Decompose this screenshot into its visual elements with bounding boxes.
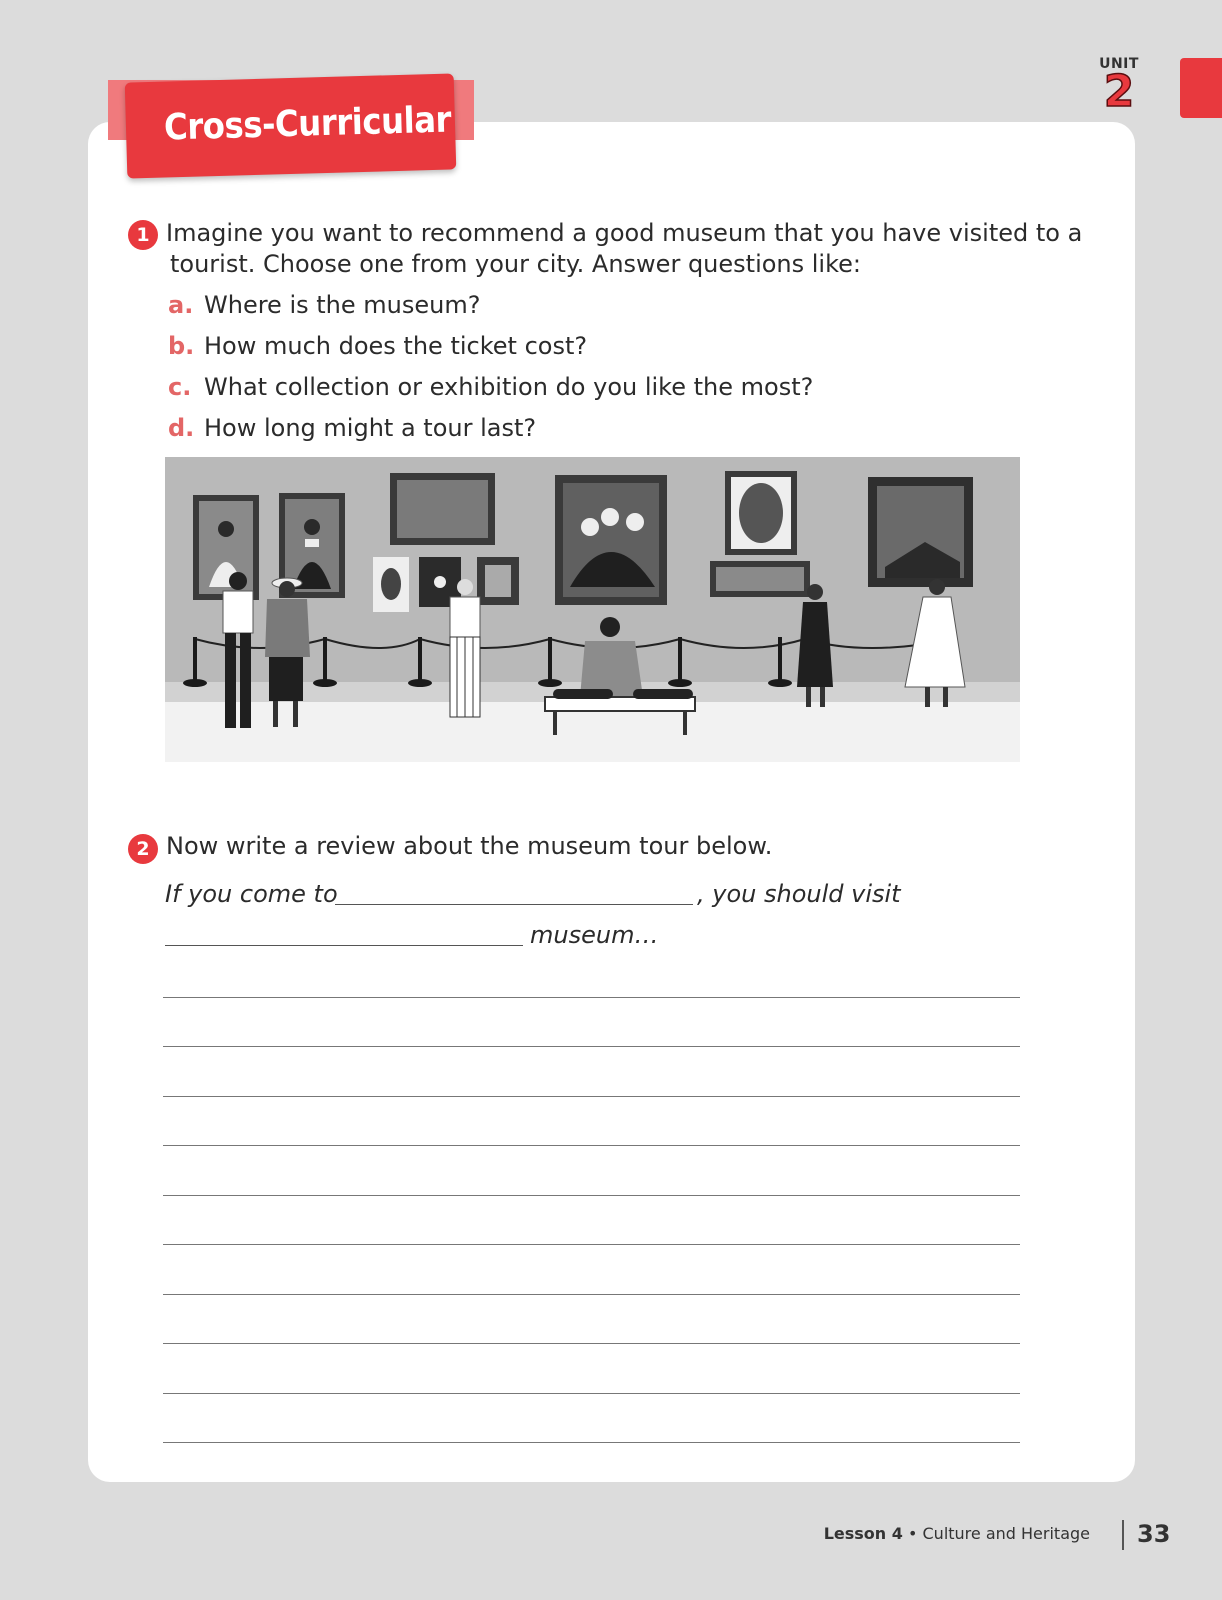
page-number: 33 (1137, 1520, 1171, 1548)
portrait-painting-1 (193, 495, 259, 600)
question-b (168, 332, 587, 360)
small-painting-1 (373, 557, 409, 612)
question-letter: d. (168, 414, 195, 442)
sentence-end: museum… (530, 921, 659, 949)
unit-tab (1180, 58, 1222, 118)
question-letter: b. (168, 332, 195, 360)
footer-separator (1122, 1520, 1124, 1550)
question-c (168, 373, 813, 401)
question-text: How much does the ticket cost? (204, 332, 588, 360)
page-footer (824, 1524, 1090, 1543)
writing-line[interactable] (163, 1442, 1020, 1443)
unit-marker (1094, 56, 1144, 117)
question-a (168, 291, 480, 319)
exercise-2-prompt: Now write a review about the museum tour below. (166, 832, 773, 860)
footer-bullet: • (902, 1524, 923, 1543)
writing-line[interactable] (163, 997, 1020, 998)
footer-topic: Culture and Heritage (922, 1524, 1090, 1543)
landscape-painting-1 (390, 473, 495, 545)
group-portrait-painting (555, 475, 667, 605)
writing-line[interactable] (163, 1244, 1020, 1245)
question-text: What collection or exhibition do you like the most? (204, 373, 814, 401)
question-letter: a. (168, 291, 194, 319)
question-text: Where is the museum? (204, 291, 481, 319)
oval-painting (725, 471, 797, 555)
question-d (168, 414, 536, 442)
footer-lesson: Lesson 4 (823, 1524, 903, 1543)
section-banner (125, 73, 457, 178)
section-title: Cross-Curricular (163, 99, 452, 149)
exercise-1-badge: 1 (128, 220, 158, 250)
writing-line[interactable] (163, 1096, 1020, 1097)
writing-line[interactable] (163, 1343, 1020, 1344)
question-letter: c. (168, 373, 192, 401)
unit-label: UNIT (1099, 56, 1139, 72)
museum-gallery-illustration (165, 457, 1020, 775)
landscape-painting-2 (710, 561, 810, 597)
writing-line[interactable] (163, 1046, 1020, 1047)
city-blank[interactable] (335, 904, 693, 905)
unit-number: 2 (1103, 66, 1135, 117)
abstract-painting (868, 477, 973, 587)
sentence-start: If you come to (165, 880, 338, 908)
small-painting-3 (477, 557, 519, 605)
writing-line[interactable] (163, 1195, 1020, 1196)
visitor-figure-3 (450, 579, 480, 717)
question-text: How long might a tour last? (204, 414, 537, 442)
sentence-middle: , you should visit (697, 880, 901, 908)
writing-line[interactable] (163, 1393, 1020, 1394)
exercise-1-prompt-line2: tourist. Choose one from your city. Answer questions like: (170, 250, 861, 278)
museum-blank[interactable] (165, 945, 523, 946)
writing-line[interactable] (163, 1294, 1020, 1295)
exercise-2-badge: 2 (128, 834, 158, 864)
exercise-1-prompt-line1: Imagine you want to recommend a good museum that you have visited to a (166, 219, 1083, 247)
content-card (88, 122, 1135, 1482)
writing-line[interactable] (163, 1145, 1020, 1146)
